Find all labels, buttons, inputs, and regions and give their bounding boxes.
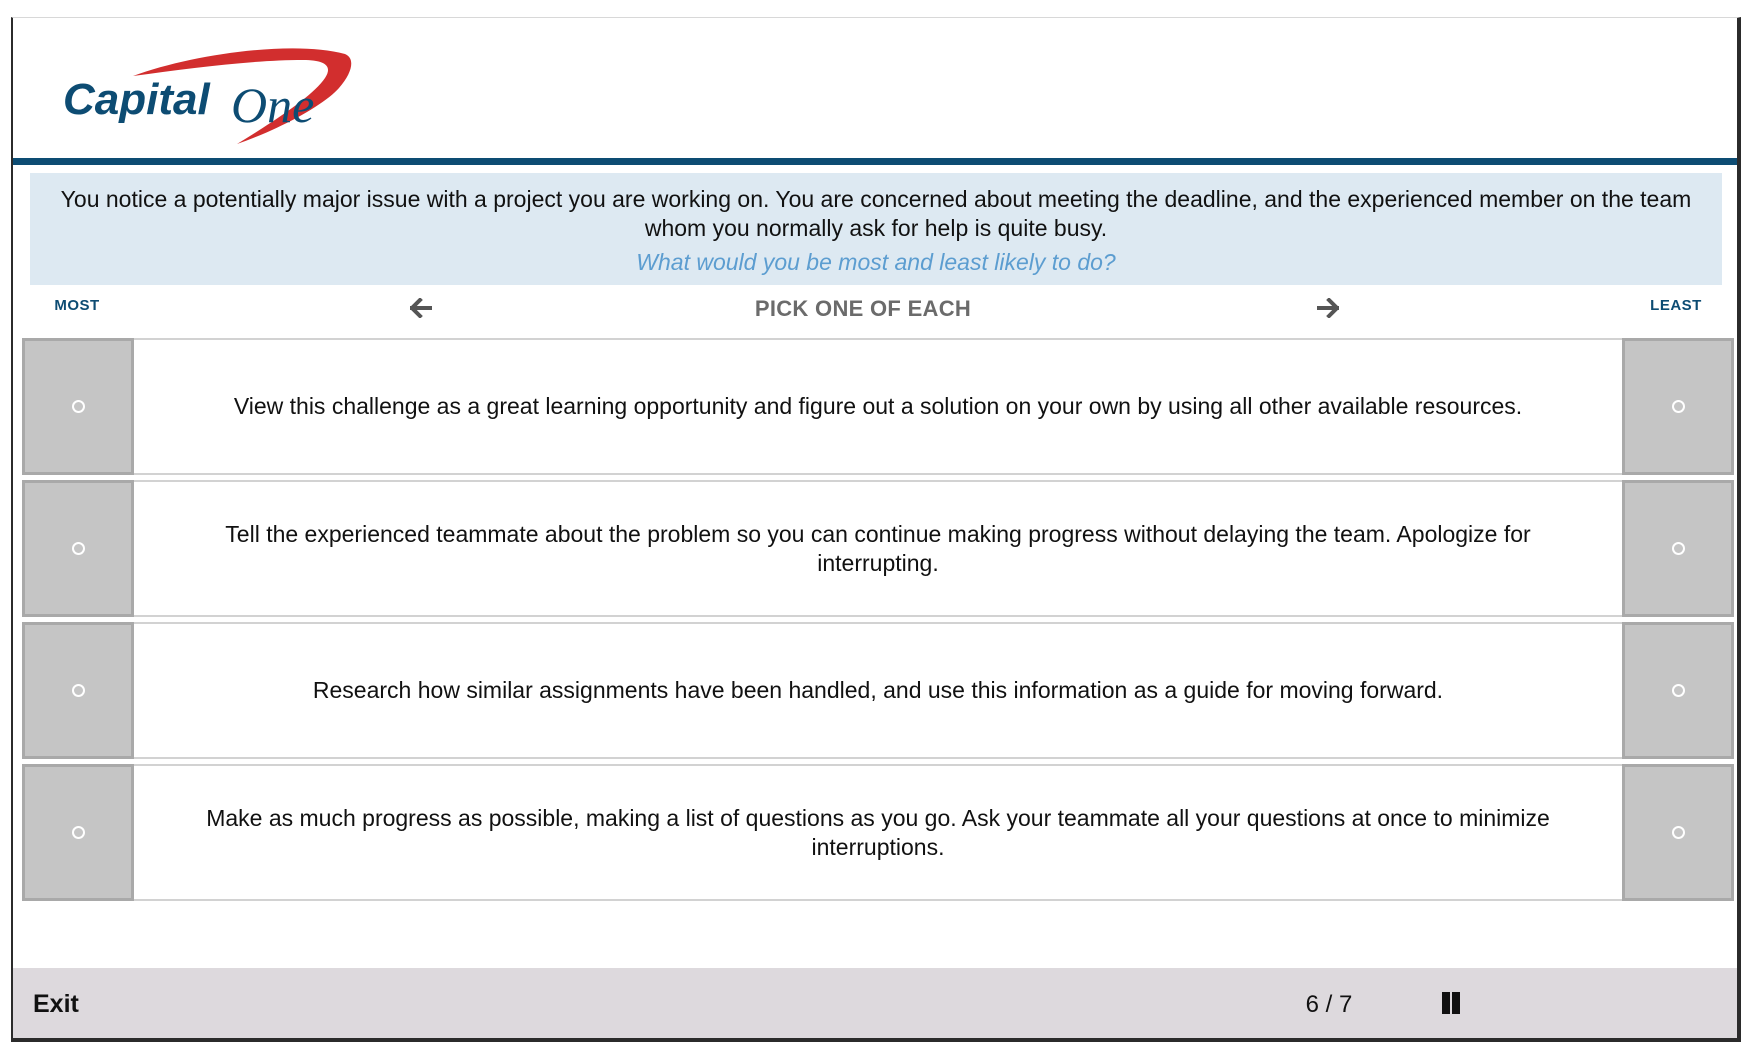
scenario-panel <box>30 173 1722 285</box>
scenario-text: You notice a potentially major issue with a project you are working on. You are concerned about meeting the deadline, and the experienced member on the team whom you normally ask for help is quite busy. <box>60 186 1692 241</box>
most-column-label: MOST <box>54 297 100 314</box>
least-select-button[interactable] <box>1622 338 1734 475</box>
progress-indicator: 6 / 7 <box>1305 991 1353 1018</box>
option-row <box>22 764 1734 901</box>
radio-empty-icon <box>1672 826 1685 839</box>
radio-empty-icon <box>1672 684 1685 697</box>
assessment-window <box>11 17 1741 1042</box>
capital-one-logo <box>63 32 373 156</box>
most-select-button[interactable] <box>22 764 134 901</box>
pause-button[interactable] <box>1438 990 1464 1018</box>
least-select-button[interactable] <box>1622 622 1734 759</box>
option-text: View this challenge as a great learning opportunity and figure out a solution on your own by using all other available resources. <box>233 393 1523 419</box>
option-row <box>22 338 1734 475</box>
radio-empty-icon <box>72 400 85 413</box>
scenario-question: What would you be most and least likely to do? <box>636 249 1116 275</box>
least-column-label: LEAST <box>1650 297 1702 314</box>
next-button[interactable] <box>1313 293 1343 323</box>
option-text: Research how similar assignments have been handled, and use this information as a guide for moving forward. <box>312 677 1444 703</box>
most-select-button[interactable] <box>22 338 134 475</box>
radio-empty-icon <box>1672 400 1685 413</box>
exit-button[interactable]: Exit <box>33 990 79 1018</box>
radio-empty-icon <box>1672 542 1685 555</box>
header-divider <box>13 158 1737 165</box>
option-text: Tell the experienced teammate about the problem so you can continue making progress without delaying the team. Apologize for interrupting. <box>225 520 1531 576</box>
previous-button[interactable] <box>406 293 436 323</box>
pause-icon <box>1442 992 1450 1014</box>
most-select-button[interactable] <box>22 622 134 759</box>
arrow-right-icon <box>1317 298 1339 318</box>
option-row <box>22 480 1734 617</box>
radio-empty-icon <box>72 542 85 555</box>
arrow-left-icon <box>410 298 432 318</box>
instruction-label: PICK ONE OF EACH <box>754 296 972 321</box>
option-row <box>22 622 1734 759</box>
header <box>13 18 1737 158</box>
least-select-button[interactable] <box>1622 764 1734 901</box>
radio-empty-icon <box>72 684 85 697</box>
svg-text:Capital: Capital <box>63 75 210 124</box>
pause-icon <box>1452 992 1460 1014</box>
svg-text:One: One <box>231 77 315 133</box>
most-select-button[interactable] <box>22 480 134 617</box>
option-text: Make as much progress as possible, making a list of questions as you go. Ask your teammate all your questions at once to minimize interruptions. <box>206 804 1550 860</box>
footer-bar <box>13 968 1737 1042</box>
radio-empty-icon <box>72 826 85 839</box>
least-select-button[interactable] <box>1622 480 1734 617</box>
